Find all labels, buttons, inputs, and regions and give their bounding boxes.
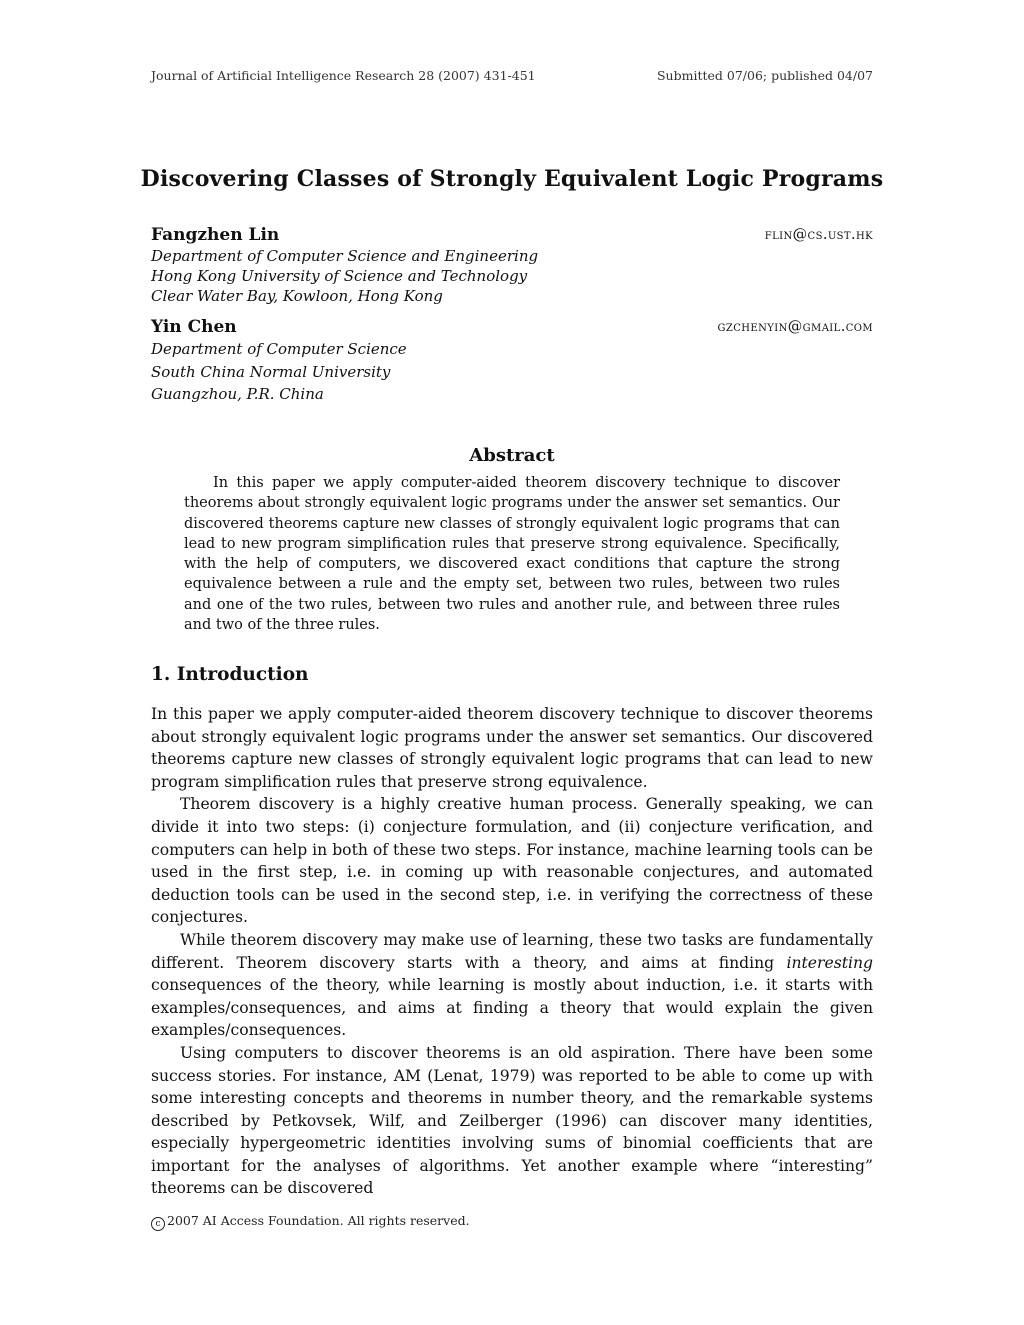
author-affiliation-line: Clear Water Bay, Kowloon, Hong Kong bbox=[151, 287, 443, 305]
author-affiliation-line: Department of Computer Science and Engineering bbox=[151, 247, 539, 265]
author-affiliation-line: Department of Computer Science bbox=[151, 340, 407, 358]
paragraph bbox=[151, 929, 873, 1042]
journal-citation: Journal of Artificial Intelligence Research 28 (2007) 431-451 bbox=[151, 68, 536, 83]
author-block-2 bbox=[151, 316, 873, 406]
author-block-1 bbox=[151, 224, 873, 306]
abstract-heading: Abstract bbox=[469, 445, 555, 466]
paragraph: In this paper we apply computer-aided theorem discovery technique to discover theorems about strongly equivalent logic programs under the answer set semantics. Our discovered theorems capture new classes of strongly equivalent logic programs that can lead to new program simplification rules that preserve strong equivalence. bbox=[151, 705, 873, 791]
author-affiliation-line: South China Normal University bbox=[151, 362, 391, 381]
running-header bbox=[151, 68, 873, 83]
author-name: Fangzhen Lin bbox=[151, 225, 280, 245]
author-affiliation-line: Hong Kong University of Science and Technology bbox=[151, 267, 528, 285]
paragraph-text: While theorem discovery may make use of learning, these two tasks are fundamentally different. Theorem discovery starts with a theory, and aims at finding bbox=[151, 930, 873, 972]
author-email: gzchenyin@gmail.com bbox=[717, 319, 873, 335]
abstract-text: In this paper we apply computer-aided theorem discovery technique to discover theorems about strongly equivalent logic programs under the answer set semantics. Our discovered theorems capture new classes of strongly equivalent logic programs that can lead to new program simplification rules that preserve strong equivalence. Specifically, with the help of computers, we discovered exact conditions that capture the strong equivalence between a rule and the empty set, between two rules, between two rules and one of the two rules, between two rules and another rule, and between three rules and two of the three rules. bbox=[184, 475, 840, 634]
section-heading: 1. Introduction bbox=[151, 664, 309, 685]
author-affiliation-line: Guangzhou, P.R. China bbox=[151, 385, 324, 403]
paragraph: Theorem discovery is a highly creative human process. Generally speaking, we can divide it into two steps: (i) conjecture formulation, and (ii) conjecture verification, and computers can help in both of these two steps. For instance, machine learning tools can be used in the first step, i.e. in coming up with reasonable conjectures, and automated deduction tools can be used in the second step, i.e. in verifying the correctness of these conjectures. bbox=[151, 795, 873, 927]
paper-title: Discovering Classes of Strongly Equivalent Logic Programs bbox=[140, 166, 884, 192]
copyright-footnote bbox=[151, 1213, 470, 1231]
submission-dates: Submitted 07/06; published 04/07 bbox=[656, 68, 873, 83]
author-email: flin@cs.ust.hk bbox=[764, 227, 873, 243]
paragraph-text: consequences of the theory, while learning is mostly about induction, i.e. it starts with examples/consequences, and aims at finding a theory that would explain the given examples/consequences. bbox=[151, 976, 873, 1040]
copyright-text: 2007 AI Access Foundation. All rights reserved. bbox=[167, 1213, 470, 1228]
copyright-icon: c bbox=[151, 1217, 165, 1231]
emphasis-text: interesting bbox=[786, 953, 873, 972]
body-text bbox=[151, 703, 873, 1200]
paragraph: Using computers to discover theorems is an old aspiration. There have been some success stories. For instance, AM (Lenat, 1979) was reported to be able to come up with some interesting concepts and theorems in number theory, and the remarkable systems described by Petkovsek, Wilf, and Zeilberger (1996) can discover many identities, especially hypergeometric identities involving sums of binomial coefficients that are important for the analyses of algorithms. Yet another example where “interesting” theorems can be discovered bbox=[151, 1043, 873, 1198]
author-name: Yin Chen bbox=[151, 317, 237, 337]
